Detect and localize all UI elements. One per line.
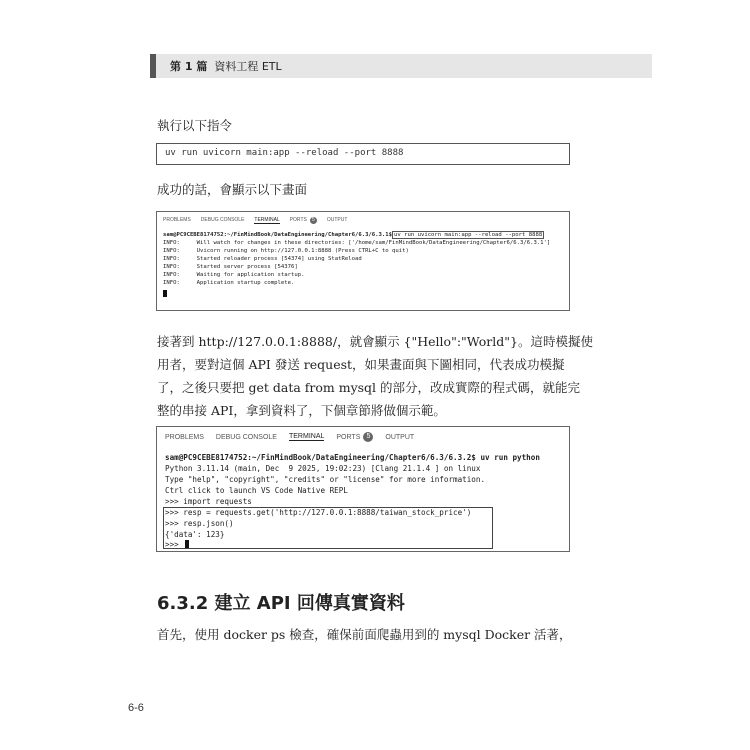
terminal-line: >>> import requests — [165, 497, 252, 506]
tab-terminal[interactable]: TERMINAL — [254, 216, 280, 223]
command-box — [156, 143, 570, 165]
terminal-screenshot-1 — [156, 211, 570, 311]
terminal-line: Ctrl click to launch VS Code Native REPL — [165, 486, 348, 495]
tab-ports-label: PORTS — [336, 433, 361, 441]
tab-problems[interactable]: PROBLEMS — [163, 217, 191, 223]
terminal-cursor — [163, 290, 167, 297]
tab-debug-console[interactable]: DEBUG CONSOLE — [200, 217, 245, 223]
paragraph-line: 整的串接 API，拿到資料了，下個章節將做個示範。 — [157, 403, 446, 418]
tab-terminal[interactable]: TERMINAL — [288, 433, 325, 440]
terminal-screenshot-2 — [156, 426, 570, 552]
tab-problems[interactable]: PROBLEMS — [165, 433, 204, 441]
tab-ports[interactable] — [336, 432, 373, 442]
section-heading: 6.3.2 建立 API 回傳真實資料 — [157, 593, 405, 614]
terminal-line: INFO: Started reloader process [54374] using StatReload — [163, 256, 362, 262]
tab-ports-label: PORTS — [289, 217, 307, 223]
command-text: uv run uvicorn main:app --reload --port 8888 — [165, 148, 404, 158]
ports-count-badge: 5 — [310, 217, 317, 224]
paragraph-line: 用者，要對這個 API 發送 request，如果畫面與下圖相同，代表成功模擬 — [157, 357, 565, 372]
terminal-tabs — [157, 427, 569, 447]
terminal-line: >>> resp = requests.get('http://127.0.0.1:8888/taiwan_stock_price') — [165, 508, 472, 517]
terminal-line: >>> — [165, 540, 184, 549]
terminal-line: INFO: Waiting for application startup. — [163, 272, 305, 278]
terminal-tabs — [157, 212, 569, 228]
terminal-cursor — [185, 540, 189, 548]
terminal-line: INFO: Uvicorn running on http://127.0.0.1:8888 (Press CTRL+C to quit) — [163, 248, 409, 254]
terminal-line: INFO: Application startup complete. — [163, 280, 295, 286]
part-title: 資料工程 ETL — [214, 60, 282, 73]
terminal-line: {'data': 123} — [165, 530, 225, 539]
terminal-prompt-line — [163, 232, 544, 238]
page-number: 6-6 — [128, 702, 144, 714]
intro-text: 執行以下指令 — [157, 118, 233, 133]
ports-count-badge: 5 — [363, 432, 373, 442]
tab-debug-console[interactable]: DEBUG CONSOLE — [215, 433, 277, 441]
highlighted-command: uv run uvicorn main:app --reload --port 8888 — [394, 232, 543, 238]
success-text: 成功的話，會顯示以下畫面 — [157, 182, 308, 197]
terminal-line: Python 3.11.14 (main, Dec 9 2025, 19:02:23) [Clang 21.1.4 ] on linux — [165, 464, 481, 473]
terminal-line: INFO: Will watch for changes in these directories: ['/home/sam/FinMindBook/DataEngineering/Chapter6/6.3/6.3.1'] — [163, 240, 551, 246]
tab-ports[interactable] — [290, 217, 317, 224]
terminal-line: >>> resp.json() — [165, 519, 234, 528]
chapter-header-text — [170, 58, 282, 74]
paragraph-line: 了，之後只要把 get data from mysql 的部分，改成實際的程式碼，就能完 — [157, 380, 581, 395]
paragraph-line: 接著到 http://127.0.0.1:8888/，就會顯示 {"Hello":"World"}。這時模擬使 — [157, 334, 593, 349]
tab-output[interactable]: OUTPUT — [385, 433, 415, 441]
closing-text: 首先，使用 docker ps 檢查，確保前面爬蟲用到的 mysql Docker 活著， — [157, 627, 572, 642]
terminal-prompt-line: sam@PC9CEBE8174752:~/FinMindBook/DataEngineering/Chapter6/6.3/6.3.2$ uv run python — [165, 453, 540, 462]
part-label: 第 1 篇 — [170, 60, 208, 73]
chapter-header — [150, 54, 652, 78]
terminal-line: Type "help", "copyright", "credits" or "license" for more information. — [165, 475, 486, 484]
tab-output[interactable]: OUTPUT — [326, 217, 348, 223]
terminal-line: INFO: Started server process [54376] — [163, 264, 298, 270]
terminal-prompt: sam@PC9CEBE8174752:~/FinMindBook/DataEngineering/Chapter6/6.3/6.3.1$ — [163, 232, 393, 238]
